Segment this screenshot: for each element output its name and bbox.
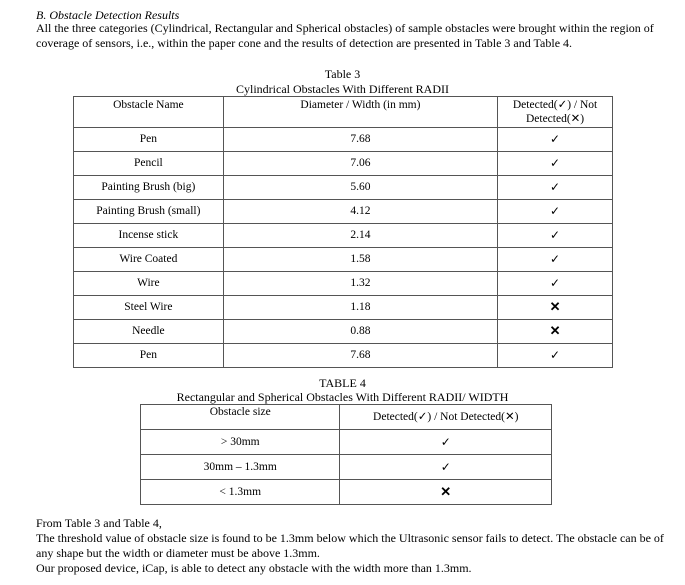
table-row [74, 151, 613, 175]
table-header-row [141, 405, 552, 430]
obstacle-name: Needle [74, 319, 224, 343]
obstacle-name: Steel Wire [74, 295, 224, 319]
obstacle-name: Painting Brush (small) [74, 199, 224, 223]
obstacle-diameter: 0.88 [223, 319, 497, 343]
obstacle-diameter: 7.06 [223, 151, 497, 175]
table-4 [140, 404, 552, 505]
table-row [74, 319, 613, 343]
detection-mark: ✓ [340, 430, 552, 455]
detection-mark: ✓ [498, 199, 613, 223]
table-row [74, 271, 613, 295]
obstacle-diameter: 1.18 [223, 295, 497, 319]
obstacle-name: Pen [74, 343, 224, 367]
table-row [141, 480, 552, 505]
table-row [74, 127, 613, 151]
obstacle-diameter: 4.12 [223, 199, 497, 223]
obstacle-diameter: 2.14 [223, 223, 497, 247]
detection-mark: ✓ [498, 151, 613, 175]
detection-mark: ✓ [498, 271, 613, 295]
table-row [141, 455, 552, 480]
detection-mark: ✕ [498, 295, 613, 319]
table-row [141, 430, 552, 455]
conclusion-line: From Table 3 and Table 4, [36, 516, 162, 530]
table-row [74, 223, 613, 247]
table-header-row [74, 97, 613, 128]
conclusion-line: The threshold value of obstacle size is found to be 1.3mm below which the Ultrasonic sensor fails to detect. The obstacle can be of any shape but the width or diameter must be above 1.3mm. [36, 531, 664, 560]
obstacle-size: > 30mm [141, 430, 340, 455]
header-obstacle-name: Obstacle Name [74, 97, 224, 128]
obstacle-name: Incense stick [74, 223, 224, 247]
obstacle-name: Wire Coated [74, 247, 224, 271]
obstacle-name: Pencil [74, 151, 224, 175]
table3-label: Table 3 [324, 67, 361, 81]
header-detected: Detected(✓) / Not Detected(✕) [498, 97, 613, 128]
detection-mark: ✓ [498, 247, 613, 271]
detection-mark: ✕ [498, 319, 613, 343]
detection-mark: ✓ [498, 175, 613, 199]
detection-mark: ✓ [498, 127, 613, 151]
table4-title: Rectangular and Spherical Obstacles With Different RADII/ WIDTH [176, 390, 509, 404]
table-row [74, 247, 613, 271]
obstacle-diameter: 1.32 [223, 271, 497, 295]
obstacle-name: Wire [74, 271, 224, 295]
table-row [74, 175, 613, 199]
table-row [74, 343, 613, 367]
section-heading: B. Obstacle Detection Results [36, 8, 180, 22]
table4-label: TABLE 4 [319, 376, 366, 390]
detection-mark: ✓ [498, 223, 613, 247]
obstacle-size: 30mm – 1.3mm [141, 455, 340, 480]
obstacle-diameter: 7.68 [223, 127, 497, 151]
header-obstacle-size: Obstacle size [141, 405, 340, 430]
obstacle-diameter: 7.68 [223, 343, 497, 367]
detection-mark: ✓ [340, 455, 552, 480]
table3-title: Cylindrical Obstacles With Different RADII [235, 82, 450, 96]
table-row [74, 199, 613, 223]
obstacle-name: Pen [74, 127, 224, 151]
table-row [74, 295, 613, 319]
obstacle-diameter: 5.60 [223, 175, 497, 199]
obstacle-name: Painting Brush (big) [74, 175, 224, 199]
detection-mark: ✕ [340, 480, 552, 505]
obstacle-diameter: 1.58 [223, 247, 497, 271]
obstacle-size: < 1.3mm [141, 480, 340, 505]
intro-paragraph: All the three categories (Cylindrical, Rectangular and Spherical obstacles) of sample obstacles were brought within the region of coverage of sensors, i.e., within the paper cone and the results of detection are presented in Table 3 and Table 4. [36, 21, 654, 50]
detection-mark: ✓ [498, 343, 613, 367]
header-diameter: Diameter / Width (in mm) [223, 97, 497, 128]
conclusion-line: Our proposed device, iCap, is able to detect any obstacle with the width more than 1.3mm. [36, 561, 472, 575]
header-detected: Detected(✓) / Not Detected(✕) [340, 405, 552, 430]
conclusion-text [36, 516, 666, 576]
table-3 [73, 96, 613, 368]
